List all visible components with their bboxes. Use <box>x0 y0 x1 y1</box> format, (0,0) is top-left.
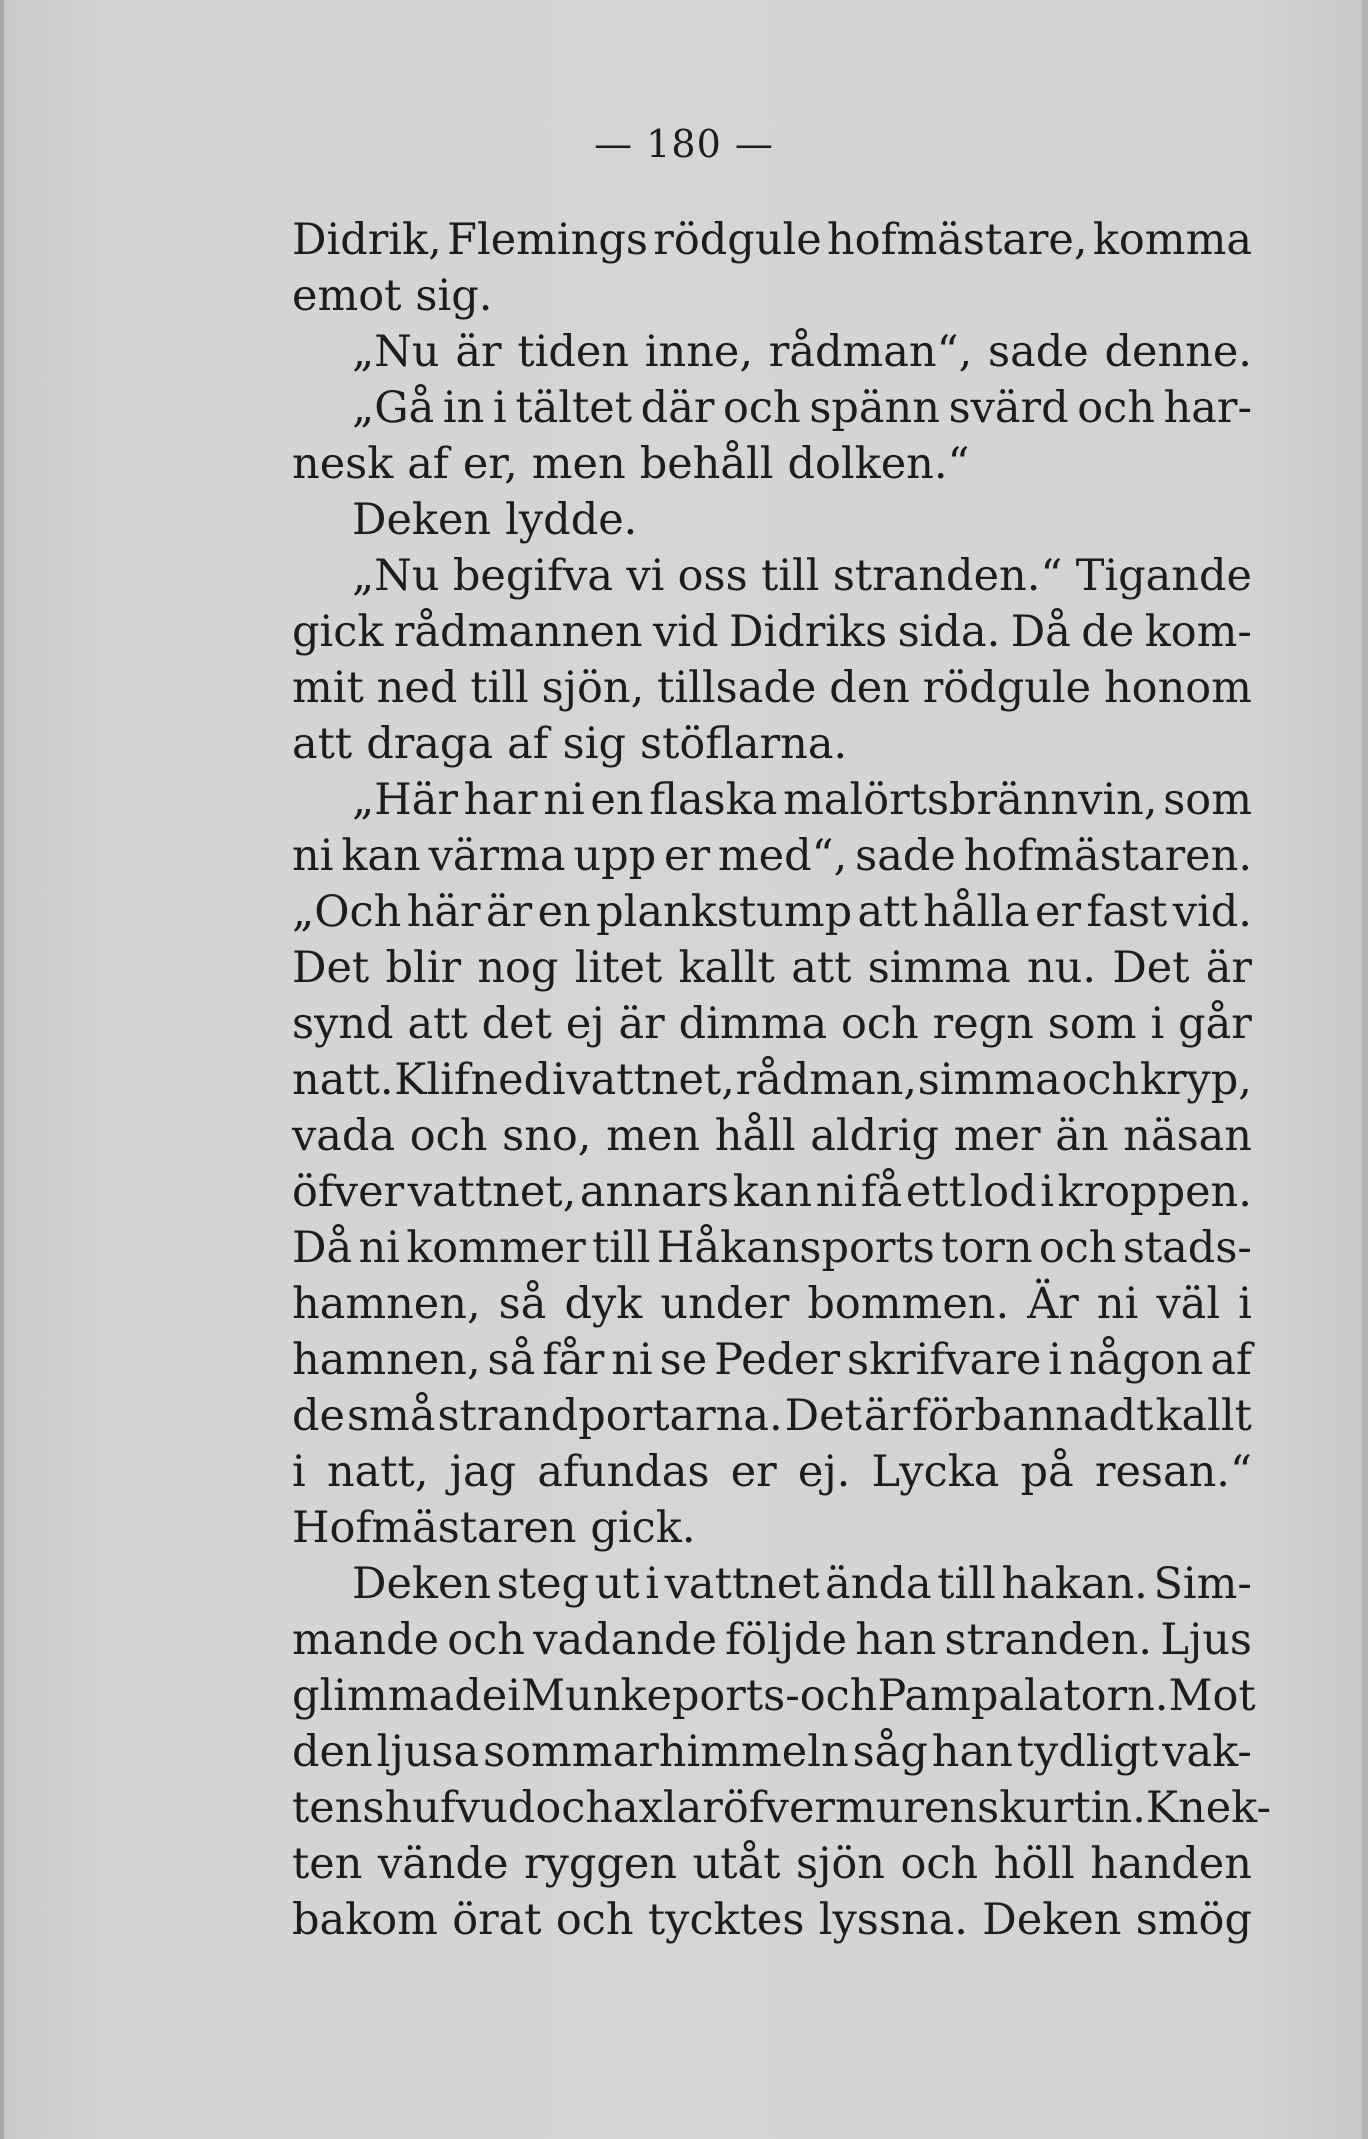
word: bakom <box>292 1895 438 1945</box>
word: Didrik, <box>292 215 442 265</box>
word: glimmade <box>292 1671 508 1721</box>
word: honom <box>1103 663 1252 713</box>
word: in <box>442 383 485 433</box>
word: små <box>346 1391 436 1441</box>
word: öfver <box>722 1783 835 1833</box>
text-line <box>292 996 1252 1052</box>
word: er <box>730 1447 777 1497</box>
word: Deken <box>352 495 492 545</box>
word: är <box>1205 943 1252 993</box>
text-line <box>292 436 1252 492</box>
word: mande <box>292 1615 440 1665</box>
word: lod <box>969 1167 1037 1217</box>
word: Håkansports <box>656 1223 935 1273</box>
word: Hofmästaren <box>292 1503 577 1553</box>
word: litet <box>574 943 663 993</box>
word: de <box>292 1391 345 1441</box>
word: med“, <box>717 831 848 881</box>
word: öfver <box>292 1167 405 1217</box>
word: går <box>1178 999 1252 1049</box>
word: men <box>531 439 626 489</box>
word: de <box>1081 607 1135 657</box>
word: tältet <box>515 383 633 433</box>
word: är <box>618 999 665 1049</box>
word: natt, <box>326 1447 429 1497</box>
word: dyk <box>564 1279 643 1329</box>
word: att <box>407 999 468 1049</box>
word: Ljus <box>1160 1615 1252 1665</box>
word: kurtin. <box>999 1783 1146 1833</box>
word: och <box>1077 383 1155 433</box>
text-line <box>292 1108 1252 1164</box>
text-line <box>292 492 1252 548</box>
word: kroppen. <box>1057 1167 1252 1217</box>
word: svärd <box>948 383 1069 433</box>
word: ned <box>376 663 458 713</box>
text-line <box>292 1556 1252 1612</box>
word: ni <box>815 1167 858 1217</box>
word: Knek- <box>1145 1783 1271 1833</box>
text-line <box>292 604 1252 660</box>
word: af <box>1210 1335 1252 1385</box>
text-line <box>292 1836 1252 1892</box>
word: lydde. <box>505 495 638 545</box>
word: men <box>606 1111 701 1161</box>
word: en <box>537 887 591 937</box>
word: strandportarna. <box>437 1391 783 1441</box>
word: och <box>447 1615 525 1665</box>
word: nesk <box>292 439 394 489</box>
word: där <box>640 383 715 433</box>
word: i <box>507 1671 521 1721</box>
word: den <box>292 1727 373 1777</box>
word: denne. <box>1104 327 1252 377</box>
word: får <box>542 1335 605 1385</box>
word: er, <box>462 439 518 489</box>
text-line <box>292 1276 1252 1332</box>
word: dolken.“ <box>787 439 970 489</box>
word: få <box>860 1167 903 1217</box>
word: och <box>409 1111 488 1161</box>
word: i <box>551 1055 566 1105</box>
word: är <box>455 327 502 377</box>
word: Flemings <box>447 215 648 265</box>
word: värma <box>428 831 566 881</box>
word: vattnet <box>664 1559 820 1609</box>
text-line <box>292 548 1252 604</box>
word: väl <box>1156 1279 1221 1329</box>
word: Det <box>784 1391 862 1441</box>
word: och <box>723 383 801 433</box>
word: ni <box>1096 1279 1139 1329</box>
word: än <box>1055 1111 1109 1161</box>
word: ni <box>611 1335 653 1385</box>
word: se <box>659 1335 708 1385</box>
text-line <box>292 660 1252 716</box>
text-line <box>292 1780 1271 1836</box>
word: Det <box>292 943 370 993</box>
word: plankstump <box>596 887 853 937</box>
word: höll <box>993 1839 1075 1889</box>
word: smög <box>1135 1895 1252 1945</box>
word: natt. <box>292 1055 394 1105</box>
word: Pampalatorn. <box>877 1671 1169 1721</box>
word: utåt <box>692 1839 781 1889</box>
word: nog <box>477 943 559 993</box>
body-text <box>292 212 1271 1948</box>
word: kryp, <box>1139 1055 1252 1105</box>
word: han <box>855 1615 937 1665</box>
text-line <box>292 268 1252 324</box>
word: han <box>931 1727 1013 1777</box>
word: såg <box>852 1727 928 1777</box>
word: i <box>492 383 507 433</box>
word: hakan. <box>1001 1559 1148 1609</box>
word: till <box>760 551 820 601</box>
word: i <box>292 1447 306 1497</box>
word: stranden. <box>944 1615 1153 1665</box>
word: resan.“ <box>1094 1447 1252 1497</box>
word: sig. <box>415 271 493 321</box>
word: ljusa <box>376 1727 480 1777</box>
word: skrifvare <box>847 1335 1042 1385</box>
text-line <box>292 940 1252 996</box>
text-line <box>292 828 1252 884</box>
text-line <box>292 380 1252 436</box>
word: det <box>481 999 552 1049</box>
word: ten <box>292 1839 363 1889</box>
word: Är <box>1027 1279 1079 1329</box>
word: sjön <box>795 1839 885 1889</box>
word: Klif <box>394 1055 470 1105</box>
word: draga <box>366 719 494 769</box>
word: er <box>1035 887 1082 937</box>
word: kallt <box>1155 1391 1252 1441</box>
word: är <box>863 1391 911 1441</box>
text-line <box>292 1724 1252 1780</box>
word: inne, <box>644 327 754 377</box>
word: sade <box>988 327 1089 377</box>
word: „Nu <box>352 551 440 601</box>
word: och <box>900 1839 979 1889</box>
word: på <box>1020 1447 1074 1497</box>
text-line <box>292 212 1252 268</box>
word: rödgule <box>922 663 1092 713</box>
word: gick. <box>590 1503 696 1553</box>
word: så <box>487 1335 536 1385</box>
word: vi <box>626 551 665 601</box>
word: sno, <box>502 1111 592 1161</box>
word: och <box>1038 1223 1117 1273</box>
word: sade <box>855 831 956 881</box>
word: vattnet, <box>407 1167 577 1217</box>
word: hufvud <box>384 1783 536 1833</box>
word: sida. <box>897 607 1001 657</box>
word: rådman, <box>735 1055 918 1105</box>
word: simma <box>917 1055 1061 1105</box>
word: under <box>660 1279 790 1329</box>
word: att <box>292 719 353 769</box>
word: någon <box>1068 1335 1204 1385</box>
word: oss <box>677 551 748 601</box>
word: af <box>507 719 549 769</box>
word: sig <box>562 719 627 769</box>
word: Lycka <box>871 1447 1000 1497</box>
word: hamnen, <box>292 1335 481 1385</box>
word: blir <box>385 943 462 993</box>
word: och <box>555 1895 634 1945</box>
word: ned <box>470 1055 552 1105</box>
word: i <box>1150 999 1165 1049</box>
text-line <box>292 1052 1252 1108</box>
word: vid <box>652 607 719 657</box>
word: tydligt <box>1016 1727 1159 1777</box>
word: så <box>498 1279 547 1329</box>
word: tillsade <box>657 663 817 713</box>
word: stranden.“ <box>832 551 1063 601</box>
word: ut <box>594 1559 640 1609</box>
word: i <box>645 1559 660 1609</box>
word: Munkeports- <box>520 1671 800 1721</box>
word: ryggen <box>524 1839 678 1889</box>
text-line <box>292 716 1252 772</box>
word: kallt <box>678 943 775 993</box>
page-edge-right <box>1362 0 1368 2139</box>
word: behåll <box>639 439 774 489</box>
text-line <box>292 324 1252 380</box>
word: kom- <box>1144 607 1252 657</box>
page-edge-left <box>0 0 4 2139</box>
word: hålla <box>923 887 1030 937</box>
word: har <box>463 775 538 825</box>
word: lyssna. <box>818 1895 968 1945</box>
word: är <box>485 887 533 937</box>
word: flaska <box>649 775 778 825</box>
text-line <box>292 1332 1252 1388</box>
word: vid. <box>1172 887 1252 937</box>
word: hofmästare, <box>826 215 1088 265</box>
text-line <box>292 1500 1252 1556</box>
word: Mot <box>1168 1671 1256 1721</box>
word: emot <box>292 271 402 321</box>
word: murens <box>834 1783 1000 1833</box>
word: bommen. <box>807 1279 1010 1329</box>
text-line <box>292 772 1252 828</box>
word: ni <box>292 831 334 881</box>
word: simma <box>867 943 1011 993</box>
word: jag <box>449 1447 517 1497</box>
word: vada <box>292 1111 396 1161</box>
word: axlar <box>613 1783 723 1833</box>
word: ett <box>905 1167 966 1217</box>
word: Då <box>1010 607 1071 657</box>
word: stöflarna. <box>640 719 848 769</box>
text-line <box>292 1612 1252 1668</box>
word: och <box>535 1783 613 1833</box>
word: spänn <box>809 383 940 433</box>
word: den <box>829 663 910 713</box>
text-line <box>292 1164 1252 1220</box>
word: har- <box>1163 383 1252 433</box>
word: sommarhimmeln <box>483 1727 849 1777</box>
word: och <box>799 1671 878 1721</box>
word: och <box>1061 1055 1140 1105</box>
word: tycktes <box>647 1895 805 1945</box>
word: sjön, <box>541 663 645 713</box>
word: att <box>791 943 852 993</box>
word: här <box>406 887 481 937</box>
word: hamnen, <box>292 1279 481 1329</box>
word: i <box>1040 1167 1054 1217</box>
word: att <box>857 887 918 937</box>
word: näsan <box>1123 1111 1252 1161</box>
word: kommer <box>406 1223 586 1273</box>
word: örat <box>452 1895 542 1945</box>
word: gick <box>292 607 384 657</box>
word: en <box>590 775 644 825</box>
word: vattnet, <box>566 1055 735 1105</box>
word: handen <box>1090 1839 1252 1889</box>
text-line <box>292 1388 1252 1444</box>
word: Deken <box>352 1559 492 1609</box>
word: ej. <box>797 1447 851 1497</box>
word: „Här <box>352 775 458 825</box>
word: torn <box>941 1223 1033 1273</box>
word: vadande <box>533 1615 717 1665</box>
word: Tigande <box>1075 551 1252 601</box>
word: i <box>1238 1279 1252 1329</box>
word: Didriks <box>728 607 888 657</box>
word: till <box>592 1223 651 1273</box>
word: i <box>1048 1335 1062 1385</box>
word: som <box>1163 775 1252 825</box>
word: kan <box>732 1167 813 1217</box>
word: hofmästaren. <box>963 831 1252 881</box>
word: synd <box>292 999 394 1049</box>
word: begifva <box>452 551 614 601</box>
word: upp <box>573 831 657 881</box>
word: „Gå <box>352 383 435 433</box>
word: vak- <box>1162 1727 1252 1777</box>
word: ej <box>565 999 605 1049</box>
word: tiden <box>517 327 630 377</box>
word: mer <box>953 1111 1041 1161</box>
word: håll <box>714 1111 796 1161</box>
word: nu. <box>1026 943 1097 993</box>
word: vände <box>377 1839 509 1889</box>
word: af <box>407 439 449 489</box>
text-line <box>292 1668 1256 1724</box>
word: Det <box>1112 943 1190 993</box>
word: Deken <box>982 1895 1122 1945</box>
word: Då <box>292 1223 353 1273</box>
word: Sim- <box>1153 1559 1252 1609</box>
text-line <box>292 884 1252 940</box>
word: er <box>664 831 711 881</box>
word: till <box>470 663 529 713</box>
word: som <box>1047 999 1137 1049</box>
word: regn <box>932 999 1034 1049</box>
text-line <box>292 1220 1252 1276</box>
word: ända <box>825 1559 932 1609</box>
text-line <box>292 1892 1252 1948</box>
word: stads- <box>1122 1223 1252 1273</box>
word: dimma <box>678 999 828 1049</box>
word: kan <box>341 831 421 881</box>
word: rådman“, <box>768 327 973 377</box>
word: rådmannen <box>393 607 643 657</box>
text-line <box>292 1444 1252 1500</box>
word: annars <box>579 1167 730 1217</box>
word: rödgule <box>653 215 822 265</box>
word: malörtsbrännvin, <box>783 775 1158 825</box>
word: aldrig <box>810 1111 940 1161</box>
page-number: — 180 — <box>594 122 774 166</box>
word: följde <box>725 1615 848 1665</box>
word: Peder <box>714 1335 841 1385</box>
word: ni <box>543 775 585 825</box>
word: komma <box>1092 215 1252 265</box>
word: tens <box>292 1783 385 1833</box>
word: och <box>841 999 919 1049</box>
word: förbannadt <box>912 1391 1154 1441</box>
word: steg <box>496 1559 590 1609</box>
word: fast <box>1086 887 1168 937</box>
word: ni <box>358 1223 400 1273</box>
word: mit <box>292 663 364 713</box>
word: afundas <box>537 1447 710 1497</box>
word: „Och <box>292 887 402 937</box>
word: „Nu <box>352 327 440 377</box>
word: till <box>937 1559 996 1609</box>
